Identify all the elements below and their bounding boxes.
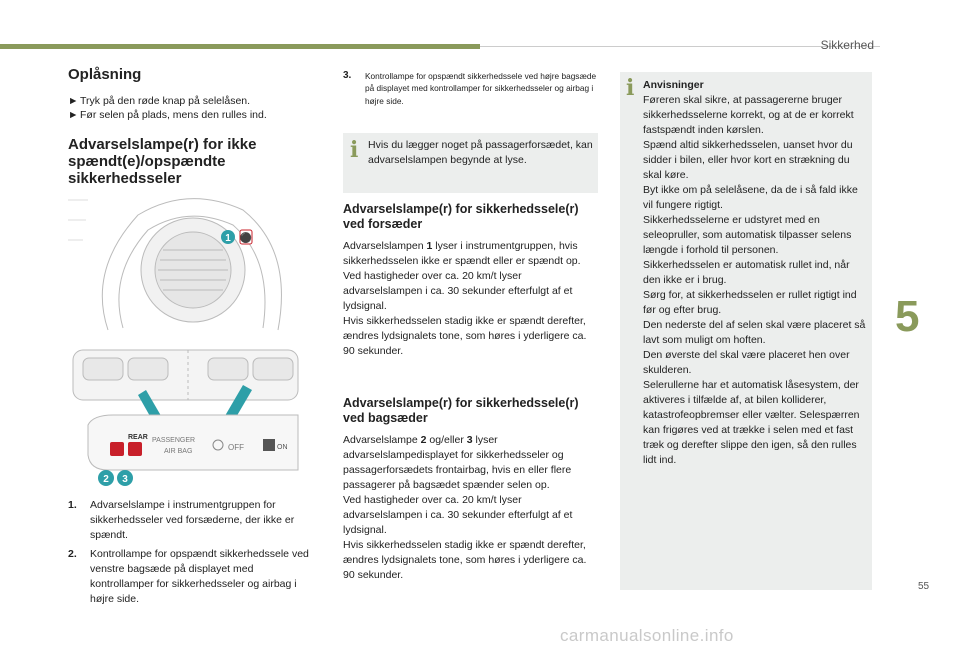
- front-seat-heading: Advarselslampe(r) for sikkerhedssele(r) ved forsæder: [343, 202, 579, 231]
- unlock-bullets: [68, 94, 328, 122]
- instrument-illustration: [68, 190, 308, 495]
- advice-line: Sikkerhedsselerne er udstyret med en seleopruller, som automatisk tilpasser selens længde i forhold til personen.: [643, 214, 852, 256]
- passenger-label: PASSENGER: [152, 437, 196, 444]
- section-title: Sikkerhed: [820, 38, 874, 52]
- airbag-on-indicator: [263, 439, 275, 451]
- rear-left-seatbelt-icon: [110, 442, 124, 456]
- list-item: 1. Advarselslampe i instrumentgruppen for sikkerhedsseler ved forsæderne, der ikke er spændt.: [68, 499, 295, 541]
- info-text: Hvis du lægger noget på passagerforsædet, kan advarselslampen begynde at lyse.: [368, 139, 593, 166]
- dashboard-panel: [73, 350, 298, 400]
- warning-lamps-heading: Advarselslampe(r) for ikke spændt(e)/opspændte sikkerhedsseler: [68, 136, 257, 187]
- advice-line: Den nederste del af selen skal være placeret så lavt som muligt om hoften.: [643, 319, 866, 346]
- airbag-on-label: ON: [277, 444, 288, 451]
- airbag-label: AIR BAG: [164, 448, 193, 455]
- advice-line: Byt ikke om på selelåsene, da de i så fald ikke vil fungere rigtigt.: [643, 184, 858, 211]
- seatbelt-airbag-panel: [88, 415, 298, 470]
- airbag-off-label: OFF: [228, 443, 244, 452]
- advice-text: [643, 78, 869, 468]
- instrument-cluster: [68, 199, 281, 330]
- front-seat-para-3: Hvis sikkerhedsselen stadig ikke er spændt derefter, ændres lydsignalets tone, som høres i yderligere ca. 90 sekunder.: [343, 315, 587, 357]
- page-number: 55: [918, 581, 930, 592]
- rear-seat-heading: Advarselslampe(r) for sikkerhedssele(r) ved bagsæder: [343, 396, 579, 425]
- list-item: 2. Kontrollampe for opspændt sikkerhedssele ved venstre bagsæde på displayet med kontrollamper for sikkerhedsseler og airbag i højre side.: [68, 548, 309, 605]
- bullet-marker-icon: ►: [68, 109, 79, 121]
- info-icon: i: [626, 75, 635, 101]
- rear-seat-para-2: Ved hastigheder over ca. 20 km/t lyser advarselslampen i ca. 30 sekunder efterfulgt af et lydsignal.: [343, 494, 573, 536]
- rear-label: REAR: [128, 434, 148, 441]
- advice-line: Den øverste del skal være placeret hen over skulderen.: [643, 349, 850, 376]
- rear-seat-para-1: Advarselslampe 2 og/eller 3 lyser advarselslampedisplayet for sikkerhedsseler og passagerforsædets frontairbag, hvis en eller flere passagerer på bagsædet spænder selen op.: [343, 434, 572, 491]
- header-accent-bar: [0, 44, 480, 49]
- front-seat-para-2: Ved hastigheder over ca. 20 km/t lyser advarselslampen i ca. 30 sekunder efterfulgt af et lydsignal.: [343, 270, 573, 312]
- front-seat-para-1: Advarselslampen 1 lyser i instrumentgruppen, hvis sikkerhedsselen ikke er spændt eller er spændt op.: [343, 240, 581, 267]
- info-icon: i: [350, 137, 359, 163]
- bullet-marker-icon: ►: [68, 95, 79, 107]
- bullet-item: ► Tryk på den røde knap på selelåsen.: [68, 95, 251, 107]
- rear-right-seatbelt-icon: [128, 442, 142, 456]
- rear-seat-section: [343, 396, 599, 583]
- watermark: carmanualsonline.info: [560, 626, 734, 645]
- advice-box: [620, 72, 872, 590]
- seatbelt-person-icon: ⚫: [239, 233, 253, 244]
- info-box: [343, 133, 598, 193]
- callout-2-label: 2: [103, 474, 109, 485]
- rear-seat-para-3: Hvis sikkerhedsselen stadig ikke er spændt derefter, ændres lydsignalets tone, som høres i yderligere ca. 90 sekunder.: [343, 539, 587, 581]
- callout-1-label: 1: [225, 233, 231, 244]
- advice-line: Sikkerhedsselen er automatisk rullet ind, når den ikke er i brug.: [643, 259, 850, 286]
- advice-line: Føreren skal sikre, at passagererne bruger sikkerhedsselerne korrekt, og at de er korrekt fastspændt inden kørslen.: [643, 94, 854, 136]
- list-item-3: 3. Kontrollampe for opspændt sikkerhedssele ved højre bagsæde på displayet med kontrollamper for sikkerhedsseler og airbag i højre side.: [343, 70, 597, 106]
- front-seat-section: [343, 202, 599, 359]
- advice-line: Sørg for, at sikkerhedsselen er rullet rigtigt ind før og efter brug.: [643, 289, 857, 316]
- bullet-item: ► Før selen på plads, mens den rulles ind.: [68, 109, 267, 121]
- unlock-heading: Oplåsning: [68, 66, 142, 83]
- chapter-number: 5: [895, 292, 920, 341]
- callout-3-label: 3: [122, 474, 128, 485]
- warning-lamps-list: [68, 498, 318, 611]
- advice-line: Spænd altid sikkerhedsselen, uanset hvor du sidder i bilen, eller hvor kort en strækning du skal køre.: [643, 139, 853, 181]
- advice-line: Selerullerne har et automatisk låsesystem, der aktiveres i tilfælde af, at bilen kolliderer, katastrofeopbremser eller vælter. Selespærren kan frigøres ved at trække i selen med et fast træk og derefter slippe den igen, så den rulles lidt ind.: [643, 379, 860, 466]
- advice-heading: Anvisninger: [643, 79, 704, 91]
